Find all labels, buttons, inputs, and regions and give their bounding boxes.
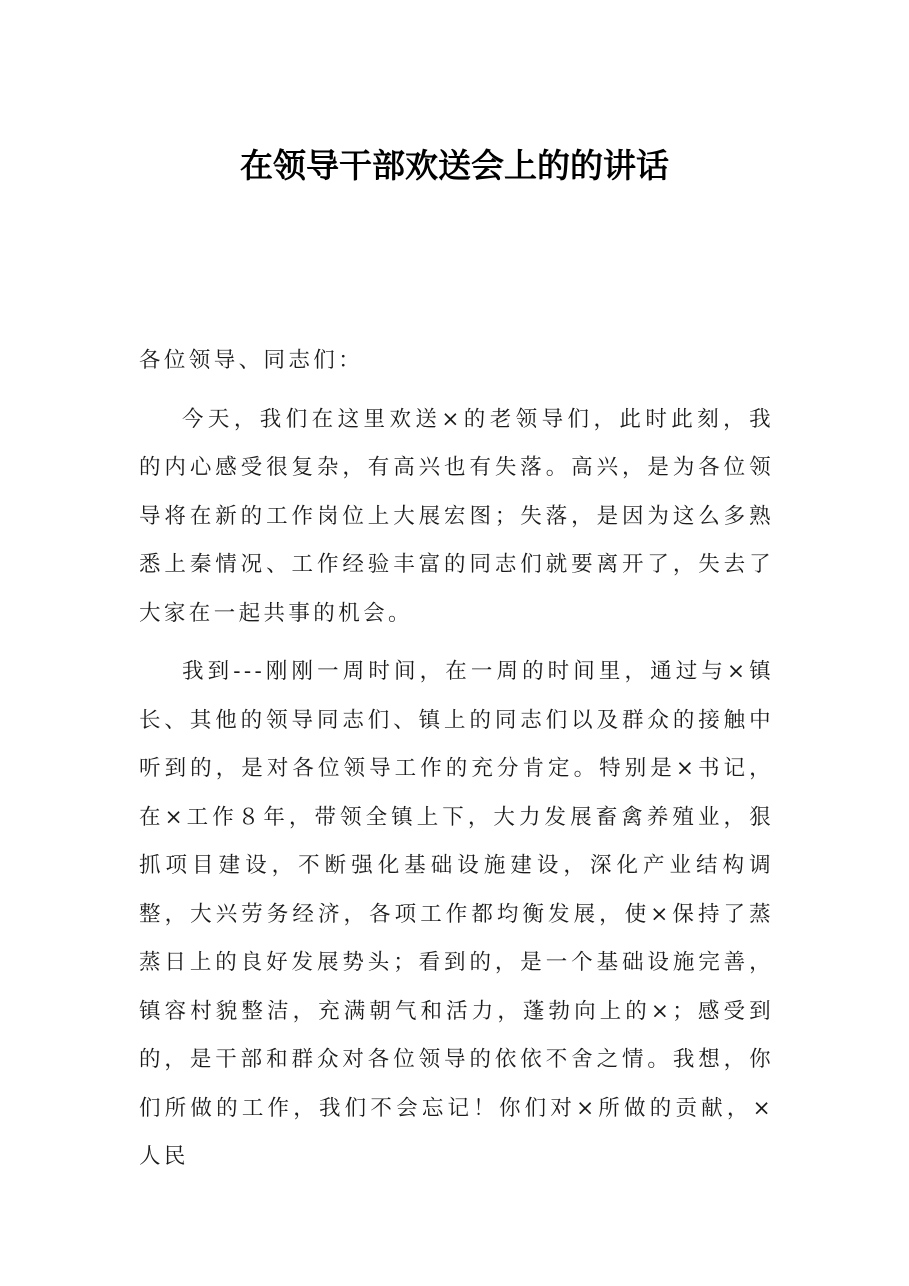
- salutation: 各位领导、同志们：: [139, 348, 364, 373]
- paragraph-1: 今天，我们在这里欢送×的老领导们，此时此刻，我的内心感受很复杂，有高兴也有失落。高兴，是为各位领导将在新的工作岗位上大展宏图；失落，是因为这么多熟悉上秦情况、工作经验丰富的同志们就要离开了，失去了大家在一起共事的机会。: [139, 406, 774, 626]
- document-body: [139, 337, 774, 1192]
- document-title: 在领导干部欢送会上的的讲话: [240, 146, 669, 185]
- paragraph-2: 我到---刚刚一周时间，在一周的时间里，通过与×镇长、其他的领导同志们、镇上的同志们以及群众的接触中听到的，是对各位领导工作的充分肯定。特别是×书记，在×工作８年，带领全镇上下，大力发展畜禽养殖业，狠抓项目建设，不断强化基础设施建设，深化产业结构调整，大兴劳务经济，各项工作都均衡发展，使×保持了蒸蒸日上的良好发展势头；看到的，是一个基础设施完善，镇容村貌整洁，充满朝气和活力，蓬勃向上的×；感受到的，是干部和群众对各位领导的依依不舍之情。我想，你们所做的工作，我们不会忘记！你们对×所做的贡献，×人民: [139, 659, 774, 1169]
